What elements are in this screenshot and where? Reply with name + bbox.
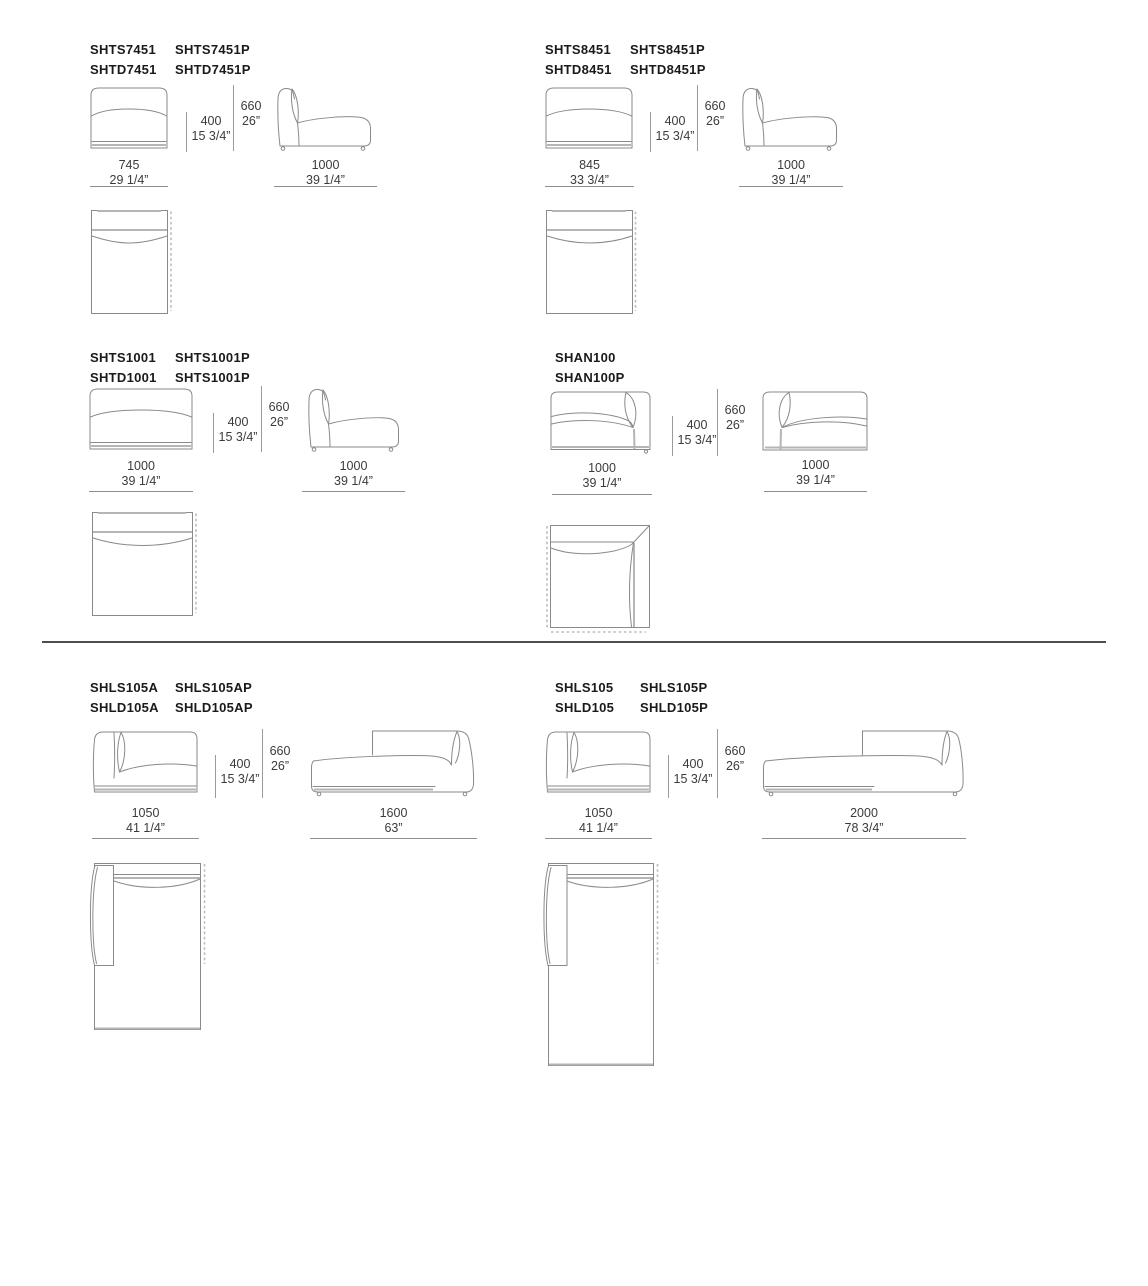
product-code: SHTS8451P [630,42,705,57]
product-code: SHAN100P [555,370,625,385]
seat-height-dim-label [216,757,264,786]
product-code: SHLD105 [555,700,615,715]
product-code: SHTS1001P [175,370,250,385]
side-view-drawing [310,729,477,799]
front-width-mm: 745 [118,158,140,172]
front-width-dim-label [545,806,652,835]
product-codes [545,40,706,80]
front-width-mm: 1050 [584,806,613,820]
code-row [555,348,625,368]
section-divider [42,641,1106,643]
total-height-dim-line [697,85,698,151]
seat-height-in: 15 3/4” [655,128,695,143]
total-height-dim-label [720,403,750,432]
total-height-dim-label [264,400,294,429]
side-depth-in: 78 3/4” [844,820,884,835]
front-width-dim-line [89,491,193,492]
seat-height-dim-label [669,757,717,786]
product-codes [555,348,625,388]
total-height-mm: 660 [704,99,726,113]
total-height-mm: 660 [724,744,746,758]
side-view-drawing [736,85,843,153]
plan-view-drawing [546,209,639,316]
side-depth-mm: 1000 [777,158,805,172]
side-depth-dim-label [310,806,477,835]
side-depth-dim-label [764,458,867,487]
front-view-drawing [550,389,651,457]
front-width-dim-line [545,838,652,839]
code-row [555,698,708,718]
side-depth-dim-label [274,158,377,187]
seat-height-mm: 400 [664,114,686,128]
side-depth-dim-line [310,838,477,839]
product-code: SHLD105P [640,700,709,715]
plan-view-drawing [92,511,201,618]
front-width-dim-line [545,186,634,187]
product-code: SHLS105AP [175,680,253,695]
plan-view-drawing [536,861,662,1073]
product-code: SHTS7451 [90,42,156,57]
plan-view-drawing [91,209,175,316]
total-height-mm: 660 [269,744,291,758]
front-width-mm: 845 [579,158,600,172]
side-depth-in: 39 1/4” [334,473,373,488]
total-height-mm: 660 [724,403,746,417]
product-codes [90,348,250,388]
side-depth-dim-line [764,491,867,492]
side-depth-in: 39 1/4” [771,172,811,187]
front-width-in: 41 1/4” [579,820,618,835]
product-code: SHLD105A [90,700,159,715]
code-row [90,678,253,698]
side-depth-dim-label [762,806,966,835]
seat-height-mm: 400 [682,757,704,771]
front-width-dim-label [90,158,168,187]
front-width-mm: 1000 [127,459,155,473]
seat-height-dim-label [187,114,235,143]
seat-height-in: 15 3/4” [673,771,713,786]
product-code: SHTD7451P [175,62,251,77]
code-row [90,368,250,388]
product-code: SHLS105P [640,680,708,695]
total-height-mm: 660 [268,400,290,414]
total-height-dim-line [717,389,718,456]
seat-height-in: 15 3/4” [220,771,260,786]
side-depth-dim-line [762,838,966,839]
front-width-mm: 1000 [588,461,616,475]
plan-view-drawing [84,861,210,1036]
code-row [90,348,250,368]
front-width-in: 41 1/4” [126,820,165,835]
total-height-in: 26” [725,417,745,432]
front-width-in: 39 1/4” [582,475,622,490]
product-code: SHTS7451P [175,42,250,57]
side-view-drawing [762,729,966,799]
code-row [555,368,625,388]
seat-height-in: 15 3/4” [218,429,258,444]
product-code: SHAN100 [555,350,616,365]
side-view-drawing [762,389,868,458]
plan-view-drawing [542,523,658,636]
product-code: SHLS105A [90,680,159,695]
side-depth-dim-line [274,186,377,187]
front-width-dim-label [89,459,193,488]
side-depth-dim-label [302,459,405,488]
front-width-dim-label [552,461,652,490]
seat-height-dim-label [651,114,699,143]
seat-height-mm: 400 [227,415,249,429]
side-depth-mm: 1600 [379,806,408,820]
side-depth-in: 63” [384,820,403,835]
product-code: SHTS1001 [90,350,156,365]
side-depth-mm: 2000 [850,806,878,820]
product-codes [90,40,251,80]
product-code: SHTD8451P [630,62,706,77]
side-depth-dim-line [302,491,405,492]
seat-height-dim-label [673,418,721,447]
product-code: SHTD7451 [90,62,157,77]
total-height-in: 26” [270,758,290,773]
code-row [90,40,251,60]
total-height-in: 26” [241,113,261,128]
side-view-drawing [302,386,405,454]
seat-height-mm: 400 [686,418,708,432]
total-height-dim-label [720,744,750,773]
product-codes [555,678,708,718]
code-row [90,60,251,80]
product-codes [90,678,253,718]
front-width-dim-label [92,806,199,835]
side-depth-mm: 1000 [339,459,368,473]
product-code: SHTS1001P [175,350,250,365]
seat-height-dim-label [214,415,262,444]
product-code: SHLS105 [555,680,614,695]
product-code: SHTD1001 [90,370,157,385]
side-depth-dim-line [739,186,843,187]
total-height-dim-label [265,744,295,773]
seat-height-in: 15 3/4” [677,432,717,447]
total-height-dim-label [236,99,266,128]
side-depth-in: 39 1/4” [796,472,835,487]
front-view-drawing [89,386,193,453]
front-view-drawing [545,729,652,799]
front-width-in: 29 1/4” [109,172,149,187]
seat-height-mm: 400 [229,757,251,771]
code-row [545,40,706,60]
total-height-in: 26” [725,758,745,773]
product-code: SHTD8451 [545,62,612,77]
front-width-dim-line [92,838,199,839]
total-height-dim-line [233,85,234,151]
product-code: SHLD105AP [175,700,253,715]
total-height-dim-line [717,729,718,798]
code-row [90,698,253,718]
side-depth-in: 39 1/4” [306,172,345,187]
total-height-mm: 660 [240,99,262,113]
seat-height-in: 15 3/4” [191,128,231,143]
front-view-drawing [92,729,199,799]
front-width-dim-line [90,186,168,187]
seat-height-mm: 400 [200,114,222,128]
front-width-dim-label [545,158,634,187]
front-width-dim-line [552,494,652,495]
total-height-dim-line [262,729,263,798]
total-height-dim-label [700,99,730,128]
front-width-in: 33 3/4” [570,172,609,187]
side-depth-mm: 1000 [311,158,340,172]
total-height-dim-line [261,386,262,452]
front-width-mm: 1050 [131,806,160,820]
front-view-drawing [545,85,633,152]
total-height-in: 26” [705,113,725,128]
side-depth-dim-label [739,158,843,187]
side-depth-mm: 1000 [801,458,830,472]
code-row [545,60,706,80]
side-view-drawing [271,85,377,153]
product-code: SHTS8451 [545,42,611,57]
total-height-in: 26” [269,414,289,429]
front-width-in: 39 1/4” [121,473,161,488]
front-view-drawing [90,85,168,152]
code-row [555,678,708,698]
